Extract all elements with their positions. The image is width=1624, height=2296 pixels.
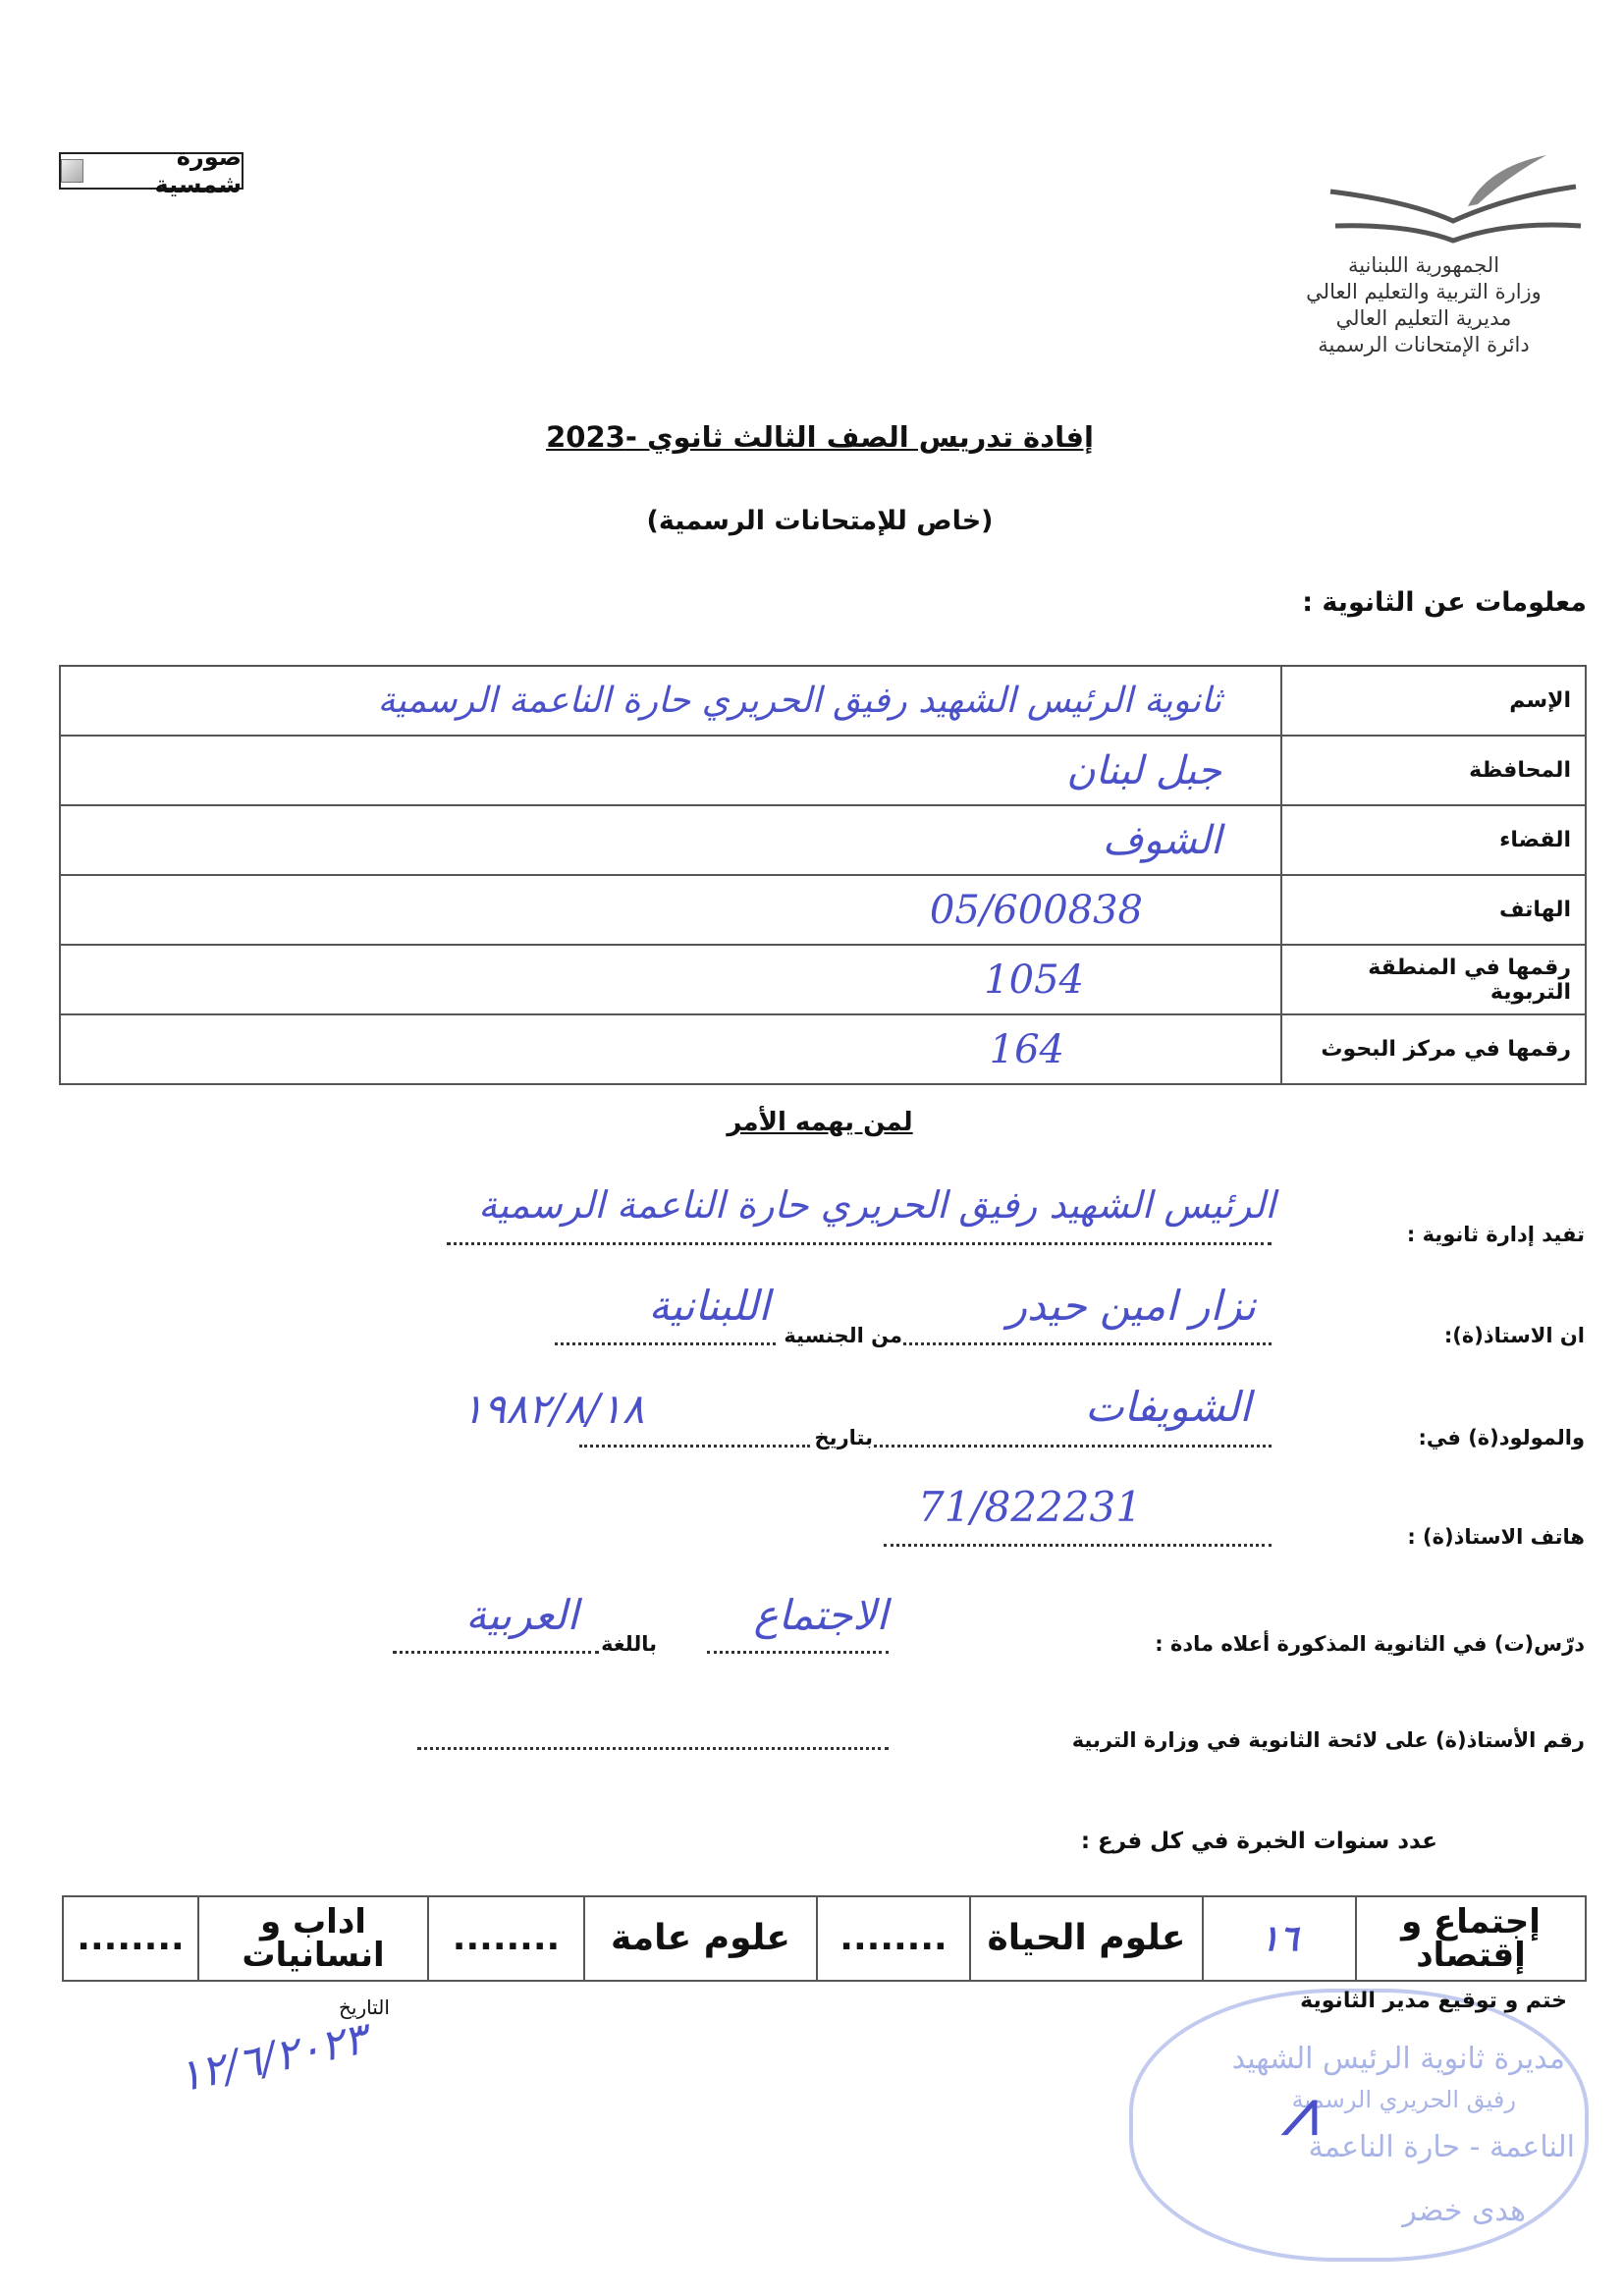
header-line: دائرة الإمتحانات الرسمية [1318, 333, 1530, 356]
image-icon [61, 159, 83, 183]
row-label: الهاتف [1281, 875, 1586, 945]
experience-heading: عدد سنوات الخبرة في كل فرع : [1080, 1829, 1437, 1854]
branch-label: علوم عامة [584, 1896, 817, 1981]
date-label: بتاريخ [814, 1426, 873, 1449]
date-value: ١٢/٦/٢٠٢٣ [173, 2013, 372, 2103]
photo-label: صورة شمسية [154, 143, 242, 198]
branch-label: اداب و انسانيات [198, 1896, 428, 1981]
header-line: مديرية التعليم العالي [1335, 306, 1512, 330]
dotted-line [393, 1651, 599, 1654]
dotted-line [903, 1342, 1272, 1345]
branch-value: ........ [428, 1896, 584, 1981]
teacher-value: نزار امين حيدر [1006, 1282, 1256, 1330]
table-row [60, 945, 1586, 1014]
stamp-signature-label: ختم و توقيع مدير الثانوية [1300, 1989, 1567, 2013]
to-whom-heading: لمن يهمه الأمر [727, 1108, 913, 1137]
header-line: الجمهورية اللبنانية [1347, 253, 1500, 277]
nationality-label: من الجنسية [784, 1324, 902, 1347]
dotted-line [555, 1342, 776, 1345]
ministry-logo [1321, 147, 1586, 246]
nationality-value: اللبنانية [648, 1282, 770, 1330]
dotted-line [579, 1445, 810, 1448]
row-value: جبل لبنان [60, 736, 1281, 805]
date-label: التاريخ [339, 1995, 390, 2019]
signature-mark: ⩘ [1280, 2071, 1320, 2152]
table-row [60, 805, 1586, 875]
subject-value: الاجتماع [753, 1591, 888, 1639]
document-subtitle: (خاص للإمتحانات الرسمية) [646, 506, 994, 536]
branch-label: إجتماع و إقتصاد [1356, 1896, 1586, 1981]
row-value: الشوف [60, 805, 1281, 875]
taught-label: درّس(ت) في الثانوية المذكورة أعلاه مادة : [1155, 1632, 1585, 1656]
language-value: العربية [465, 1591, 578, 1639]
row-label: الإسم [1281, 666, 1586, 736]
photo-placeholder [59, 143, 244, 198]
table-row [60, 666, 1586, 736]
school-stamp: مديرة ثانوية الرئيس الشهيد رفيق الحريري الرسمية الناعمة - حارة الناعمة هدى خضر ⩘ [1129, 1989, 1589, 2262]
born-place-value: الشويفات [1085, 1383, 1251, 1431]
school-value: الرئيس الشهيد رفيق الحريري حارة الناعمة الرسمية [478, 1183, 1275, 1227]
school-info-heading: معلومات عن الثانوية : [1302, 587, 1587, 618]
branch-value: ١٦ [1203, 1896, 1356, 1981]
phone-value: 71/822231 [918, 1483, 1142, 1531]
table-row [60, 736, 1586, 805]
school-info-table [59, 665, 1587, 1085]
phone-label: هاتف الاستاذ(ة) : [1407, 1525, 1585, 1549]
ministry-number-field [417, 1747, 889, 1750]
branch-value: ........ [817, 1896, 970, 1981]
ministry-number-label: رقم الأستاذ(ة) على لائحة الثانوية في وزارة التربية [1071, 1728, 1585, 1752]
dotted-line [874, 1445, 1272, 1448]
row-label: رقمها في مركز البحوث [1281, 1014, 1586, 1084]
born-label: والمولود(ة) في: [1418, 1426, 1585, 1449]
experience-table [62, 1895, 1587, 1982]
row-value: ثانوية الرئيس الشهيد رفيق الحريري حارة الناعمة الرسمية [60, 666, 1281, 736]
teacher-label: ان الاستاذ(ة): [1443, 1324, 1585, 1347]
row-label: المحافظة [1281, 736, 1586, 805]
row-label: رقمها في المنطقة التربوية [1281, 945, 1586, 1014]
born-date-value: ١٩٨٢/٨/١٨ [461, 1385, 645, 1433]
document-title: إفادة تدريس الصف الثالث ثانوي -2023 [546, 420, 1094, 454]
row-value: 1054 [60, 945, 1281, 1014]
branch-label: علوم الحياة [970, 1896, 1203, 1981]
row-value: 164 [60, 1014, 1281, 1084]
table-row [60, 1014, 1586, 1084]
row-label: القضاء [1281, 805, 1586, 875]
school-label: تفيد إدارة ثانوية : [1406, 1223, 1585, 1246]
dotted-line [447, 1242, 1272, 1245]
dotted-line [707, 1651, 889, 1654]
language-label: باللغة [601, 1632, 657, 1656]
table-row [63, 1896, 1586, 1981]
table-row [60, 875, 1586, 945]
header-line: وزارة التربية والتعليم العالي [1306, 280, 1542, 303]
branch-value: ........ [63, 1896, 198, 1981]
dotted-line [884, 1544, 1272, 1547]
row-value: 05/600838 [60, 875, 1281, 945]
